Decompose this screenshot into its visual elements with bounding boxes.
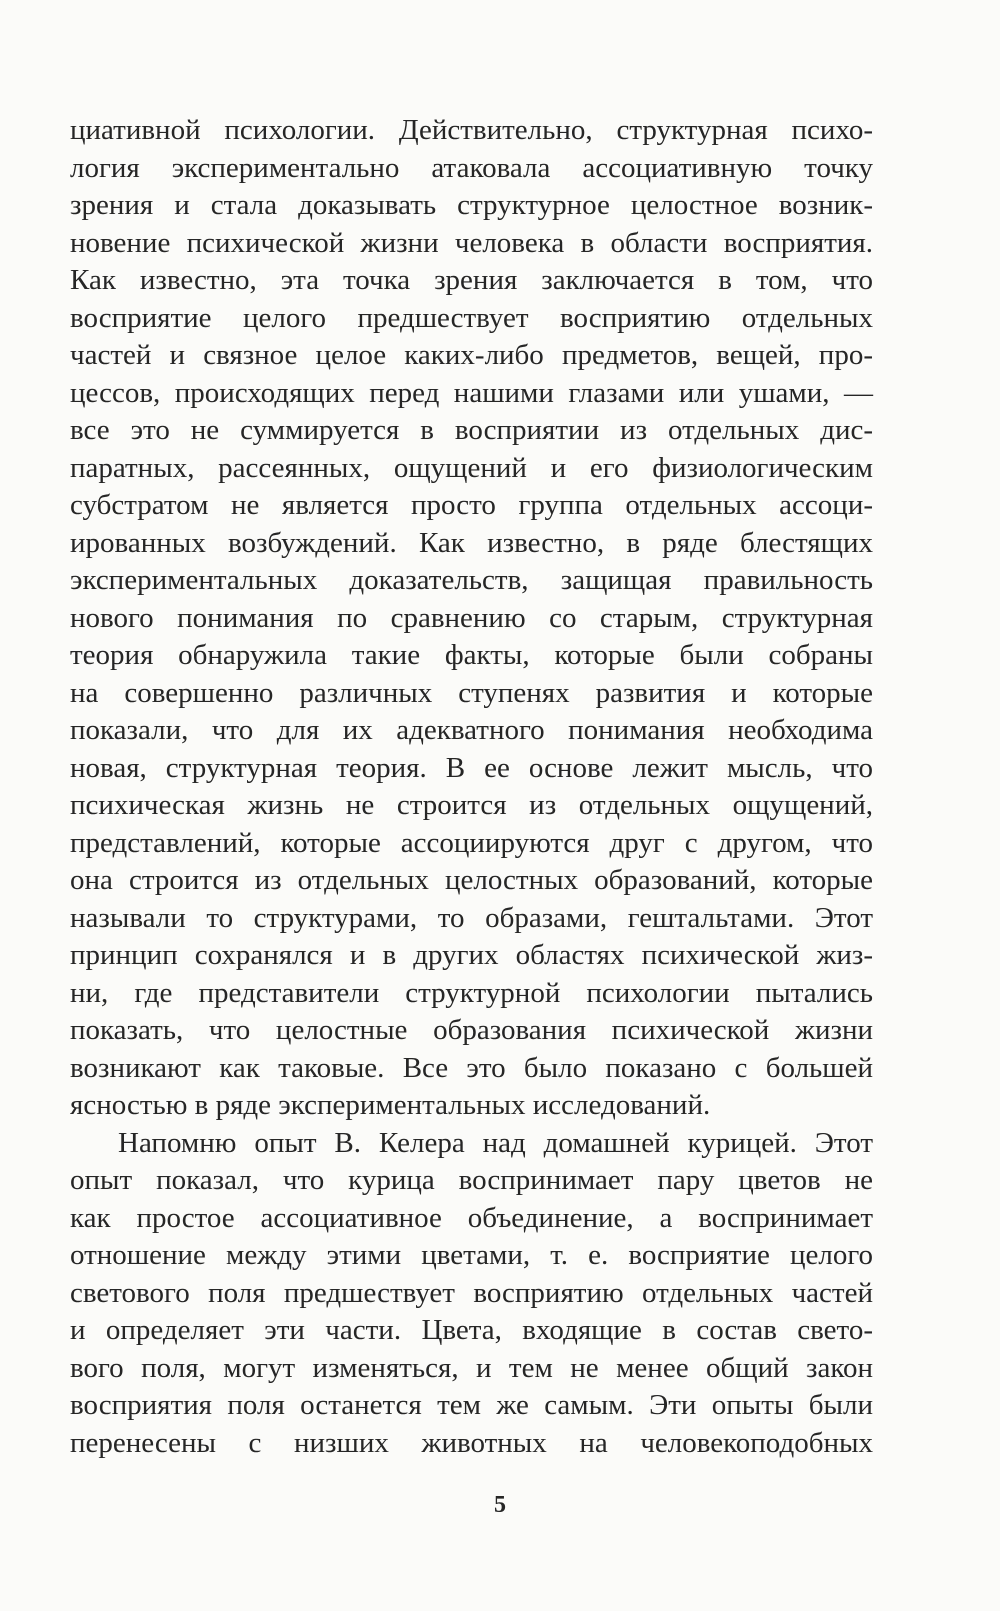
text-line: все это не суммируется в восприятии из отдельных дис- xyxy=(70,414,873,446)
text-line: восприятия поля останется тем же самым. Эти опыты были xyxy=(70,1389,873,1421)
text-line: Как известно, эта точка зрения заключается в том, что xyxy=(70,264,873,296)
page-number: 5 xyxy=(494,1492,506,1518)
text-line: ни, где представители структурной психологии пытались xyxy=(70,976,873,1009)
text-line: восприятие целого предшествует восприятию отдельных xyxy=(70,301,873,334)
text-line: показать, что целостные образования психической жизни xyxy=(70,1014,873,1046)
paragraph-1 xyxy=(70,112,873,1125)
text-line: на совершенно различных ступенях развития и которые xyxy=(70,676,873,709)
text-line: циативной психологии. Действительно, структурная психо- xyxy=(70,114,873,146)
text-line: и определяет эти части. Цвета, входящие в состав свето- xyxy=(70,1314,873,1346)
text-line: цессов, происходящих перед нашими глазами или ушами, — xyxy=(70,376,873,409)
text-line: ированных возбуждений. Как известно, в ряде блестящих xyxy=(70,526,873,559)
paragraph-2 xyxy=(70,1125,873,1463)
text-line: светового поля предшествует восприятию отдельных частей xyxy=(70,1276,873,1309)
text-line: теория обнаружила такие факты, которые были собраны xyxy=(70,639,873,671)
text-line: вого поля, могут изменяться, и тем не менее общий закон xyxy=(70,1351,873,1384)
text-line: опыт показал, что курица воспринимает пару цветов не xyxy=(70,1164,873,1196)
body-text xyxy=(70,112,873,1462)
text-line: она строится из отдельных целостных образований, которые xyxy=(70,864,873,896)
text-line: логия экспериментально атаковала ассоциативную точку xyxy=(70,151,873,184)
text-line: нового понимания по сравнению со старым, структурная xyxy=(70,601,873,634)
text-line: представлений, которые ассоциируются друг с другом, что xyxy=(70,826,873,859)
text-line: Напомню опыт В. Келера над домашней курицей. Этот xyxy=(118,1126,873,1159)
text-line: как простое ассоциативное объединение, а воспринимает xyxy=(70,1201,873,1234)
text-line: новение психической жизни человека в области восприятия. xyxy=(70,226,873,259)
text-line: паратных, рассеянных, ощущений и его физиологическим xyxy=(70,451,873,484)
text-line: перенесены с низших животных на человекоподобных xyxy=(70,1426,873,1459)
text-line: частей и связное целое каких-либо предметов, вещей, про- xyxy=(70,339,873,371)
text-line: зрения и стала доказывать структурное целостное возник- xyxy=(70,189,873,221)
text-line: экспериментальных доказательств, защищая правильность xyxy=(70,564,873,596)
text-line: возникают как таковые. Все это было показано с большей xyxy=(70,1051,873,1084)
text-line: субстратом не является просто группа отдельных ассоци- xyxy=(70,489,873,521)
text-line: отношение между этими цветами, т. е. восприятие целого xyxy=(70,1239,873,1271)
text-line: ясностью в ряде экспериментальных исследований. xyxy=(70,1089,711,1121)
text-line: называли то структурами, то образами, гештальтами. Этот xyxy=(70,901,873,934)
text-line: психическая жизнь не строится из отдельных ощущений, xyxy=(70,789,873,821)
text-line: принцип сохранялся и в других областях психической жиз- xyxy=(70,939,873,971)
text-line: новая, структурная теория. В ее основе лежит мысль, что xyxy=(70,751,873,784)
text-line: показали, что для их адекватного понимания необходима xyxy=(70,714,873,746)
